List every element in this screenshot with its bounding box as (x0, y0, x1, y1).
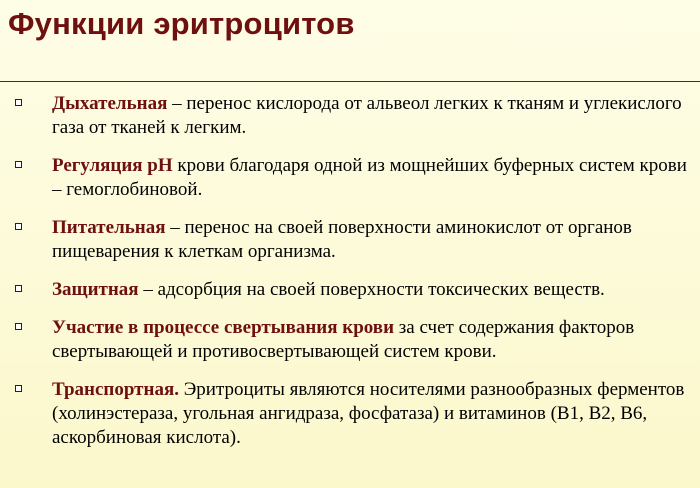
item-term: Транспортная. (52, 379, 179, 400)
list-item (0, 92, 700, 140)
item-text: – перенос на своей поверхности аминокислот от органов пищеварения к клеткам организма. (52, 217, 632, 262)
list-item (0, 216, 700, 264)
list-item (0, 278, 700, 302)
square-bullet-icon (15, 385, 22, 392)
title-divider (0, 81, 700, 82)
page-title: Функции эритроцитов (8, 6, 355, 41)
square-bullet-icon (15, 223, 22, 230)
functions-list (0, 92, 700, 464)
item-term: Участие в процессе свертывания крови (52, 317, 395, 338)
item-term: Питательная (52, 217, 166, 238)
item-text: за счет содержания факторов свертывающей и противосвертывающей систем крови. (52, 317, 635, 362)
item-term: Регуляция рН (52, 155, 173, 176)
square-bullet-icon (15, 161, 22, 168)
list-item (0, 154, 700, 202)
item-text: крови благодаря одной из мощнейших буферных систем крови – гемоглобиновой. (52, 155, 687, 200)
list-item (0, 316, 700, 364)
item-text: – перенос кислорода от альвеол легких к тканям и углекислого газа от тканей к легким. (52, 93, 682, 138)
item-term: Защитная (52, 279, 139, 300)
item-text: Эритроциты являются носителями разнообразных ферментов (холинэстераза, угольная ангидраза, фосфатаза) и витаминов (В1, В2, В6, аскорбиновая кислота). (52, 379, 685, 448)
square-bullet-icon (15, 323, 22, 330)
item-text: – адсорбция на своей поверхности токсических веществ. (138, 279, 605, 300)
square-bullet-icon (15, 99, 22, 106)
square-bullet-icon (15, 285, 22, 292)
list-item (0, 378, 700, 450)
item-term: Дыхательная (52, 93, 168, 114)
